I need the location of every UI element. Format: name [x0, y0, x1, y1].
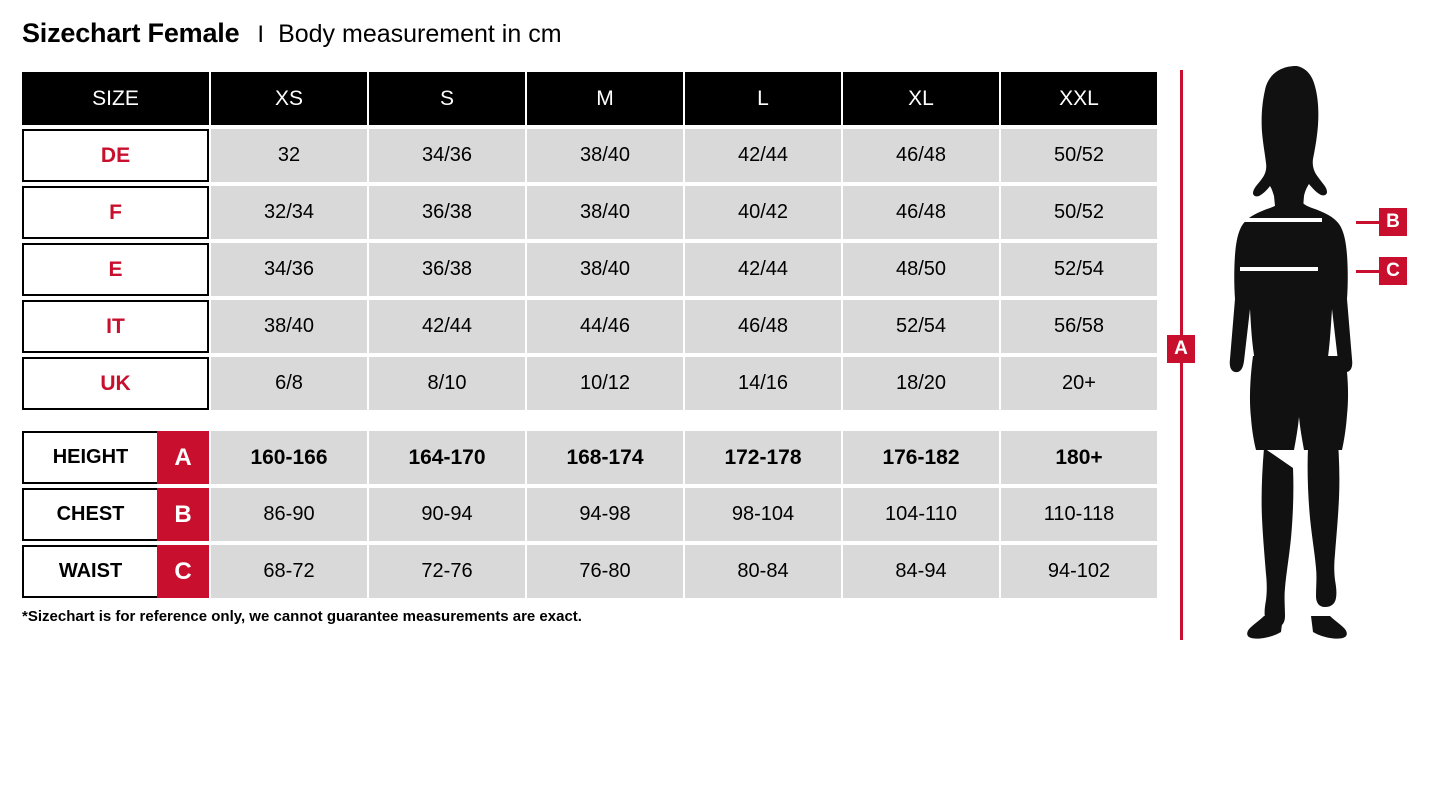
cell-f-xxl: 50/52 [1001, 186, 1157, 239]
table-row [22, 357, 1158, 410]
cell-height-l: 172-178 [685, 431, 841, 484]
cell-f-xl: 46/48 [843, 186, 999, 239]
page-title-separator: I [257, 21, 265, 48]
figure-badge-a: A [1167, 335, 1195, 363]
row-label-it: IT [22, 300, 209, 353]
table-header-xl: XL [843, 72, 999, 125]
cell-height-m: 168-174 [527, 431, 683, 484]
cell-de-l: 42/44 [685, 129, 841, 182]
table-row [22, 129, 1158, 182]
cell-chest-m: 94-98 [527, 488, 683, 541]
row-label-height [22, 431, 209, 484]
cell-height-xs: 160-166 [211, 431, 367, 484]
cell-waist-xs: 68-72 [211, 545, 367, 598]
cell-chest-xs: 86-90 [211, 488, 367, 541]
row-label-e: E [22, 243, 209, 296]
table-row [22, 431, 1158, 484]
row-badge-a: A [157, 431, 209, 484]
table-row [22, 186, 1158, 239]
waist-band [1240, 267, 1318, 271]
cell-de-xl: 46/48 [843, 129, 999, 182]
figure-badge-c: C [1379, 257, 1407, 285]
cell-height-xl: 176-182 [843, 431, 999, 484]
row-label-waist [22, 545, 209, 598]
row-label-f: F [22, 186, 209, 239]
cell-waist-xl: 84-94 [843, 545, 999, 598]
cell-chest-s: 90-94 [369, 488, 525, 541]
cell-f-s: 36/38 [369, 186, 525, 239]
cell-de-xxl: 50/52 [1001, 129, 1157, 182]
figure-badge-b: B [1379, 208, 1407, 236]
cell-height-xxl: 180+ [1001, 431, 1157, 484]
cell-waist-l: 80-84 [685, 545, 841, 598]
cell-it-m: 44/46 [527, 300, 683, 353]
cell-waist-m: 76-80 [527, 545, 683, 598]
sizechart-table [22, 72, 1158, 602]
row-badge-c: C [157, 545, 209, 598]
table-header-size-label: SIZE [22, 72, 209, 125]
body-figure [1160, 60, 1440, 640]
cell-waist-s: 72-76 [369, 545, 525, 598]
female-silhouette-icon [1212, 60, 1382, 640]
cell-chest-xxl: 110-118 [1001, 488, 1157, 541]
footnote-text: *Sizechart is for reference only, we cannot guarantee measurements are exact. [22, 608, 582, 625]
cell-uk-xxl: 20+ [1001, 357, 1157, 410]
cell-e-xs: 34/36 [211, 243, 367, 296]
cell-de-m: 38/40 [527, 129, 683, 182]
table-row [22, 488, 1158, 541]
page-title [22, 18, 562, 49]
cell-e-s: 36/38 [369, 243, 525, 296]
table-header-xxl: XXL [1001, 72, 1157, 125]
cell-uk-l: 14/16 [685, 357, 841, 410]
page-title-main: Sizechart Female [22, 18, 240, 48]
row-label-chest [22, 488, 209, 541]
table-row [22, 545, 1158, 598]
table-header-m: M [527, 72, 683, 125]
cell-waist-xxl: 94-102 [1001, 545, 1157, 598]
row-label-waist-text: WAIST [22, 545, 157, 598]
table-header-s: S [369, 72, 525, 125]
row-label-uk: UK [22, 357, 209, 410]
cell-e-xl: 48/50 [843, 243, 999, 296]
table-row [22, 243, 1158, 296]
table-header-l: L [685, 72, 841, 125]
cell-height-s: 164-170 [369, 431, 525, 484]
page-title-subtitle: Body measurement in cm [278, 20, 562, 48]
cell-f-xs: 32/34 [211, 186, 367, 239]
row-label-height-text: HEIGHT [22, 431, 157, 484]
cell-e-xxl: 52/54 [1001, 243, 1157, 296]
row-badge-b: B [157, 488, 209, 541]
row-label-de: DE [22, 129, 209, 182]
cell-uk-xs: 6/8 [211, 357, 367, 410]
row-label-chest-text: CHEST [22, 488, 157, 541]
cell-f-m: 38/40 [527, 186, 683, 239]
chest-band [1238, 218, 1322, 222]
cell-e-l: 42/44 [685, 243, 841, 296]
table-header-xs: XS [211, 72, 367, 125]
cell-it-s: 42/44 [369, 300, 525, 353]
cell-it-xxl: 56/58 [1001, 300, 1157, 353]
cell-uk-s: 8/10 [369, 357, 525, 410]
table-header-row [22, 72, 1158, 125]
cell-uk-xl: 18/20 [843, 357, 999, 410]
cell-f-l: 40/42 [685, 186, 841, 239]
table-row [22, 300, 1158, 353]
cell-e-m: 38/40 [527, 243, 683, 296]
cell-it-xl: 52/54 [843, 300, 999, 353]
cell-it-xs: 38/40 [211, 300, 367, 353]
cell-de-s: 34/36 [369, 129, 525, 182]
cell-chest-xl: 104-110 [843, 488, 999, 541]
cell-chest-l: 98-104 [685, 488, 841, 541]
cell-it-l: 46/48 [685, 300, 841, 353]
cell-de-xs: 32 [211, 129, 367, 182]
cell-uk-m: 10/12 [527, 357, 683, 410]
